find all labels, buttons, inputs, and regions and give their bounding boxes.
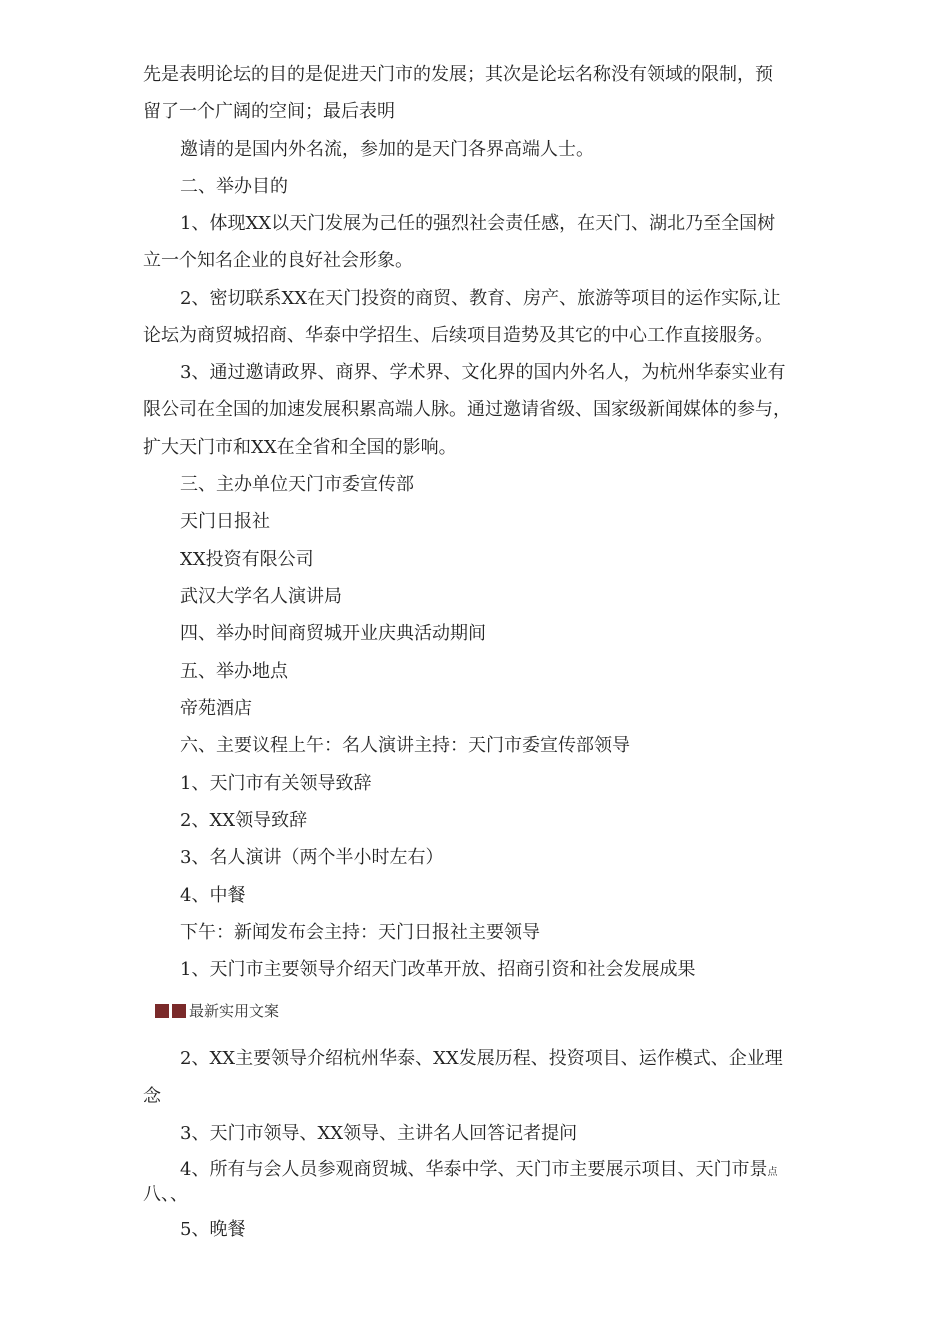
paragraph-line: 八、、 (143, 1184, 188, 1205)
paragraph-line: 天门日报社 (180, 511, 270, 532)
section-heading: 六、主要议程上午：名人演讲主持：天门市委宣传部领导 (180, 735, 630, 756)
section-heading: 四、举办时间商贸城开业庆典活动期间 (180, 623, 486, 644)
paragraph-line: 下午：新闻发布会主持：天门日报社主要领导 (180, 922, 540, 943)
paragraph-line: 邀请的是国内外名流，参加的是天门各界高端人士。 (180, 139, 594, 160)
paragraph-line: 2、XX主要领导介绍杭州华泰、XX发展历程、投资项目、运作模式、企业理 (180, 1048, 783, 1069)
section-heading: 三、主办单位天门市委宣传部 (180, 474, 414, 495)
footer-square-icon (172, 1004, 186, 1018)
paragraph-line: 念 (143, 1086, 161, 1107)
section-heading: 五、举办地点 (180, 661, 288, 682)
paragraph-line: 先是表明论坛的目的是促进天门市的发展；其次是论坛名称没有领域的限制，预 (143, 64, 773, 85)
paragraph-line: 武汉大学名人演讲局 (180, 586, 342, 607)
paragraph-line: 2、XX领导致辞 (180, 810, 308, 831)
paragraph-line: 留了一个广阔的空间；最后表明 (143, 101, 395, 122)
paragraph-line: 论坛为商贸城招商、华泰中学招生、后续项目造势及其它的中心工作直接服务。 (143, 325, 773, 346)
paragraph-line: 限公司在全国的加速发展积累高端人脉。通过邀请省级、国家级新闻媒体的参与， (143, 399, 791, 420)
paragraph-line: 1、体现XX以天门发展为己任的强烈社会责任感，在天门、湖北乃至全国树 (180, 213, 776, 234)
paragraph-line (180, 1158, 777, 1185)
paragraph-line: 3、天门市领导、XX领导、主讲名人回答记者提问 (180, 1123, 578, 1144)
paragraph-line: 立一个知名企业的良好社会形象。 (143, 250, 413, 271)
paragraph-line: 扩大天门市和XX在全省和全国的影响。 (143, 437, 457, 458)
footer-square-icon (155, 1004, 169, 1018)
page-footer (155, 1000, 279, 1021)
paragraph-line: 1、天门市主要领导介绍天门改革开放、招商引资和社会发展成果 (180, 959, 696, 980)
paragraph-line: 帝苑酒店 (180, 698, 252, 719)
paragraph-line: XX投资有限公司 (180, 549, 314, 570)
section-heading: 二、举办目的 (180, 176, 288, 197)
paragraph-line: 3、通过邀请政界、商界、学术界、文化界的国内外名人，为杭州华泰实业有 (180, 362, 786, 383)
footer-label: 最新实用文案 (189, 1002, 280, 1020)
paragraph-line: 3、名人演讲（两个半小时左右） (180, 847, 444, 868)
paragraph-line: 1、天门市有关领导致辞 (180, 773, 372, 794)
paragraph-text-small: 点 (767, 1167, 778, 1178)
paragraph-line: 4、中餐 (180, 885, 246, 906)
paragraph-line: 2、密切联系XX在天门投资的商贸、教育、房产、旅游等项目的运作实际,让 (180, 288, 781, 309)
paragraph-text: 4、所有与会人员参观商贸城、华泰中学、天门市主要展示项目、天门市景 (180, 1159, 768, 1180)
paragraph-line: 5、晚餐 (180, 1219, 246, 1240)
